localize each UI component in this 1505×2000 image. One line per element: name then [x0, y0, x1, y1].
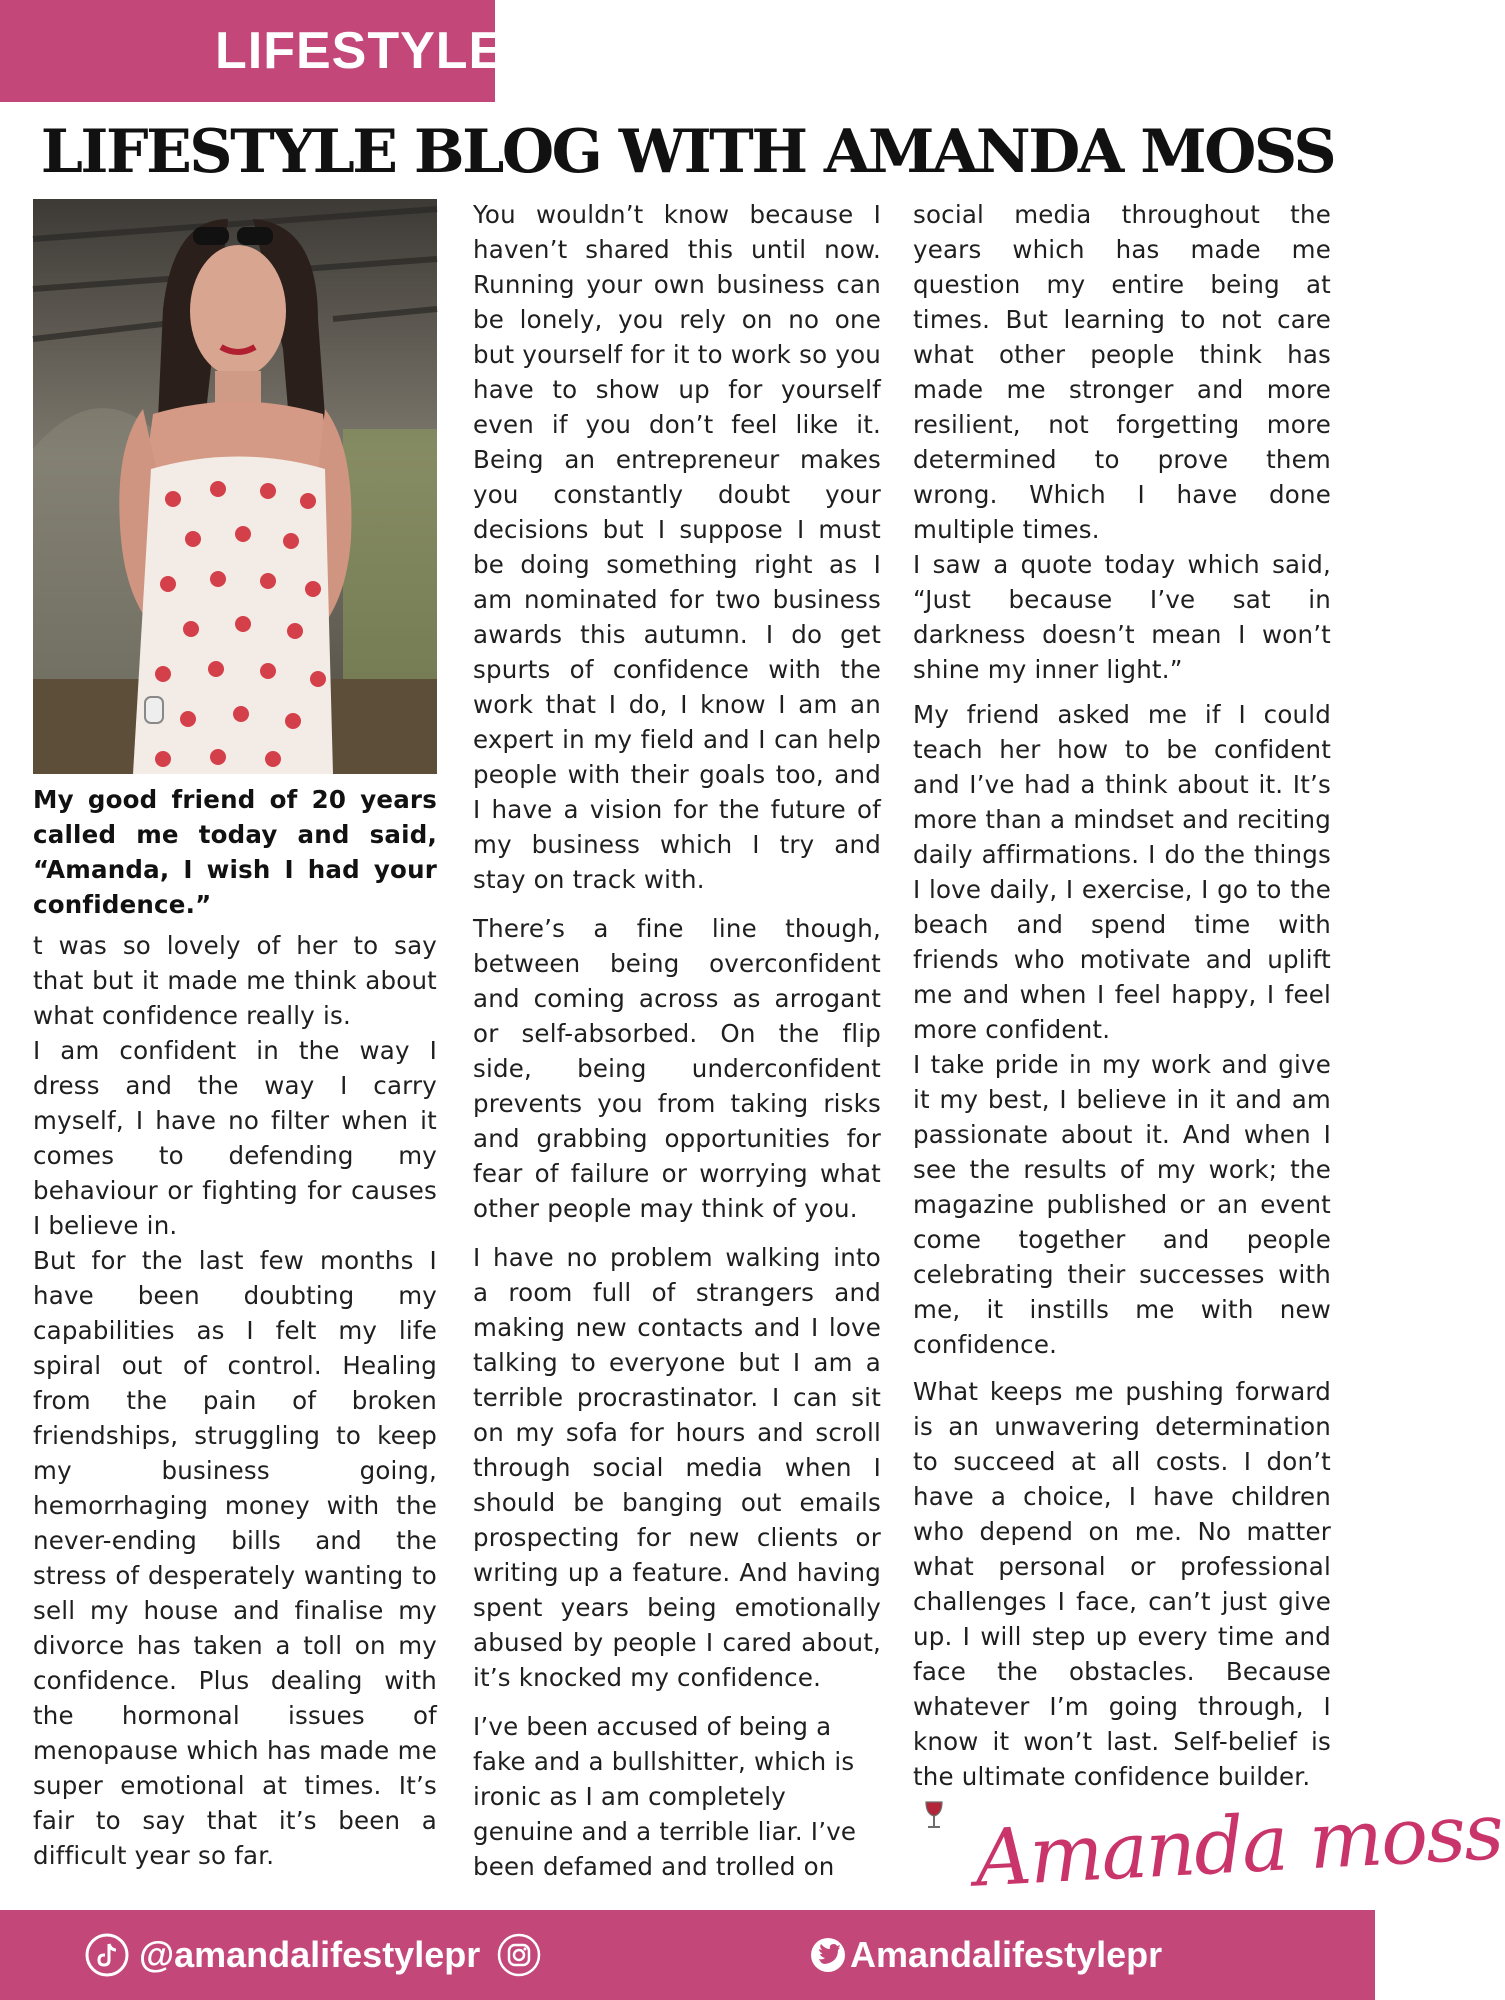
instagram-icon — [497, 1933, 541, 1977]
wine-glass-icon — [923, 1800, 945, 1830]
paragraph: I have no problem walking into a room full of strangers and making new contacts and I love talking to everyone but I am a terrible procrastinator. I can sit on my sofa for hours and scroll through social media when I should be banging out emails prospecting for new clients or writing up a feature. And having spent years being emotionally abused by people I cared about, it’s knocked my confidence. — [473, 1243, 881, 1692]
paragraph: What keeps me pushing forward is an unwavering determination to succeed at all costs. I don’t have a choice, I have children who depend on me. No matter what personal or professional challenges I face, can’t just give up. I will step up every time and face the obstacles. Because whatever I’m going through, I know it won’t last. Self-belief is the ultimate confidence builder. — [913, 1377, 1331, 1791]
intro-paragraph: My good friend of 20 years called me today and said, “Amanda, I wish I had your confidence.” — [33, 785, 437, 919]
tiktok-handle: @amandalifestylepr — [139, 1934, 481, 1975]
column-3 — [913, 197, 1331, 1804]
twitter-handle: Amandalifestylepr — [850, 1934, 1163, 1975]
column-1 — [33, 782, 437, 1883]
author-photo — [33, 199, 437, 774]
twitter-icon — [810, 1937, 846, 1973]
paragraph: But for the last few months I have been doubting my capabilities as I felt my life spiral out of control. Healing from the pain of broken friendships, struggling to keep my business going, hemorrhaging money with the never-ending bills and the stress of desperately wanting to sell my house and finalise my divorce has taken a toll on my confidence. Plus dealing with the hormonal issues of menopause which has made me super emotional at times. It’s fair to say that it’s been a difficult year so far. — [33, 1246, 437, 1870]
paragraph: I am confident in the way I dress and the way I carry myself, I have no filter when it comes to defending my behaviour or fighting for causes I believe in. — [33, 1036, 437, 1240]
tiktok-link[interactable] — [85, 1910, 480, 2000]
tiktok-icon — [85, 1933, 129, 1977]
paragraph: social media throughout the years which has made me question my entire being at times. But learning to not care what other people think has made me stronger and more resilient, not forgetting more determined to prove them wrong. Which I have done multiple times. — [913, 200, 1331, 544]
paragraph: t was so lovely of her to say that but it made me think about what confidence really is. — [33, 931, 437, 1030]
paragraph: You wouldn’t know because I haven’t shared this until now. Running your own business can be lonely, you rely on no one but yourself for it to work so you have to show up for yourself even if you don’t feel like it. Being an entrepreneur makes you constantly doubt your decisions but I suppose I must be doing something right as I am nominated for two business awards this autumn. I do get spurts of confidence with the work that I do, I know I am an expert in my field and I can help people with their goals too, and I have a vision for the future of my business which I try and stay on track with. — [473, 200, 881, 894]
column-2 — [473, 197, 881, 1894]
paragraph: I’ve been accused of being a fake and a bullshitter, which is ironic as I am completely genuine and a terrible liar. I’ve been defamed and trolled on — [473, 1712, 857, 1881]
paragraph: I take pride in my work and give it my best, I believe in it and am passionate about it. And when I see the results of my work; the magazine published or an event come together and people celebrating their successes with me, it instills me with new confidence. — [913, 1050, 1331, 1359]
twitter-link[interactable] — [810, 1910, 1162, 2000]
paragraph: I saw a quote today which said, “Just because I’ve sat in darkness doesn’t mean I won’t shine my inner light.” — [913, 550, 1331, 684]
article-title: LIFESTYLE BLOG WITH AMANDA MOSS — [40, 117, 1335, 187]
paragraph: There’s a fine line though, between being overconfident and coming across as arrogant or self-absorbed. On the flip side, being underconfident prevents you from taking risks and grabbing opportunities for fear of failure or worrying what other people may think of you. — [473, 914, 881, 1223]
instagram-link[interactable] — [497, 1910, 541, 2000]
author-signature: Amanda moss — [972, 1787, 1505, 1905]
footer-bar — [0, 1910, 1375, 2000]
paragraph: My friend asked me if I could teach her how to be confident and I’ve had a think about it. It’s more than a mindset and reciting daily affirmations. I do the things I love daily, I exercise, I go to the beach and spend time with friends who motivate and uplift me and when I feel happy, I feel more confident. — [913, 700, 1331, 1044]
section-label: LIFESTYLE — [0, 0, 495, 102]
